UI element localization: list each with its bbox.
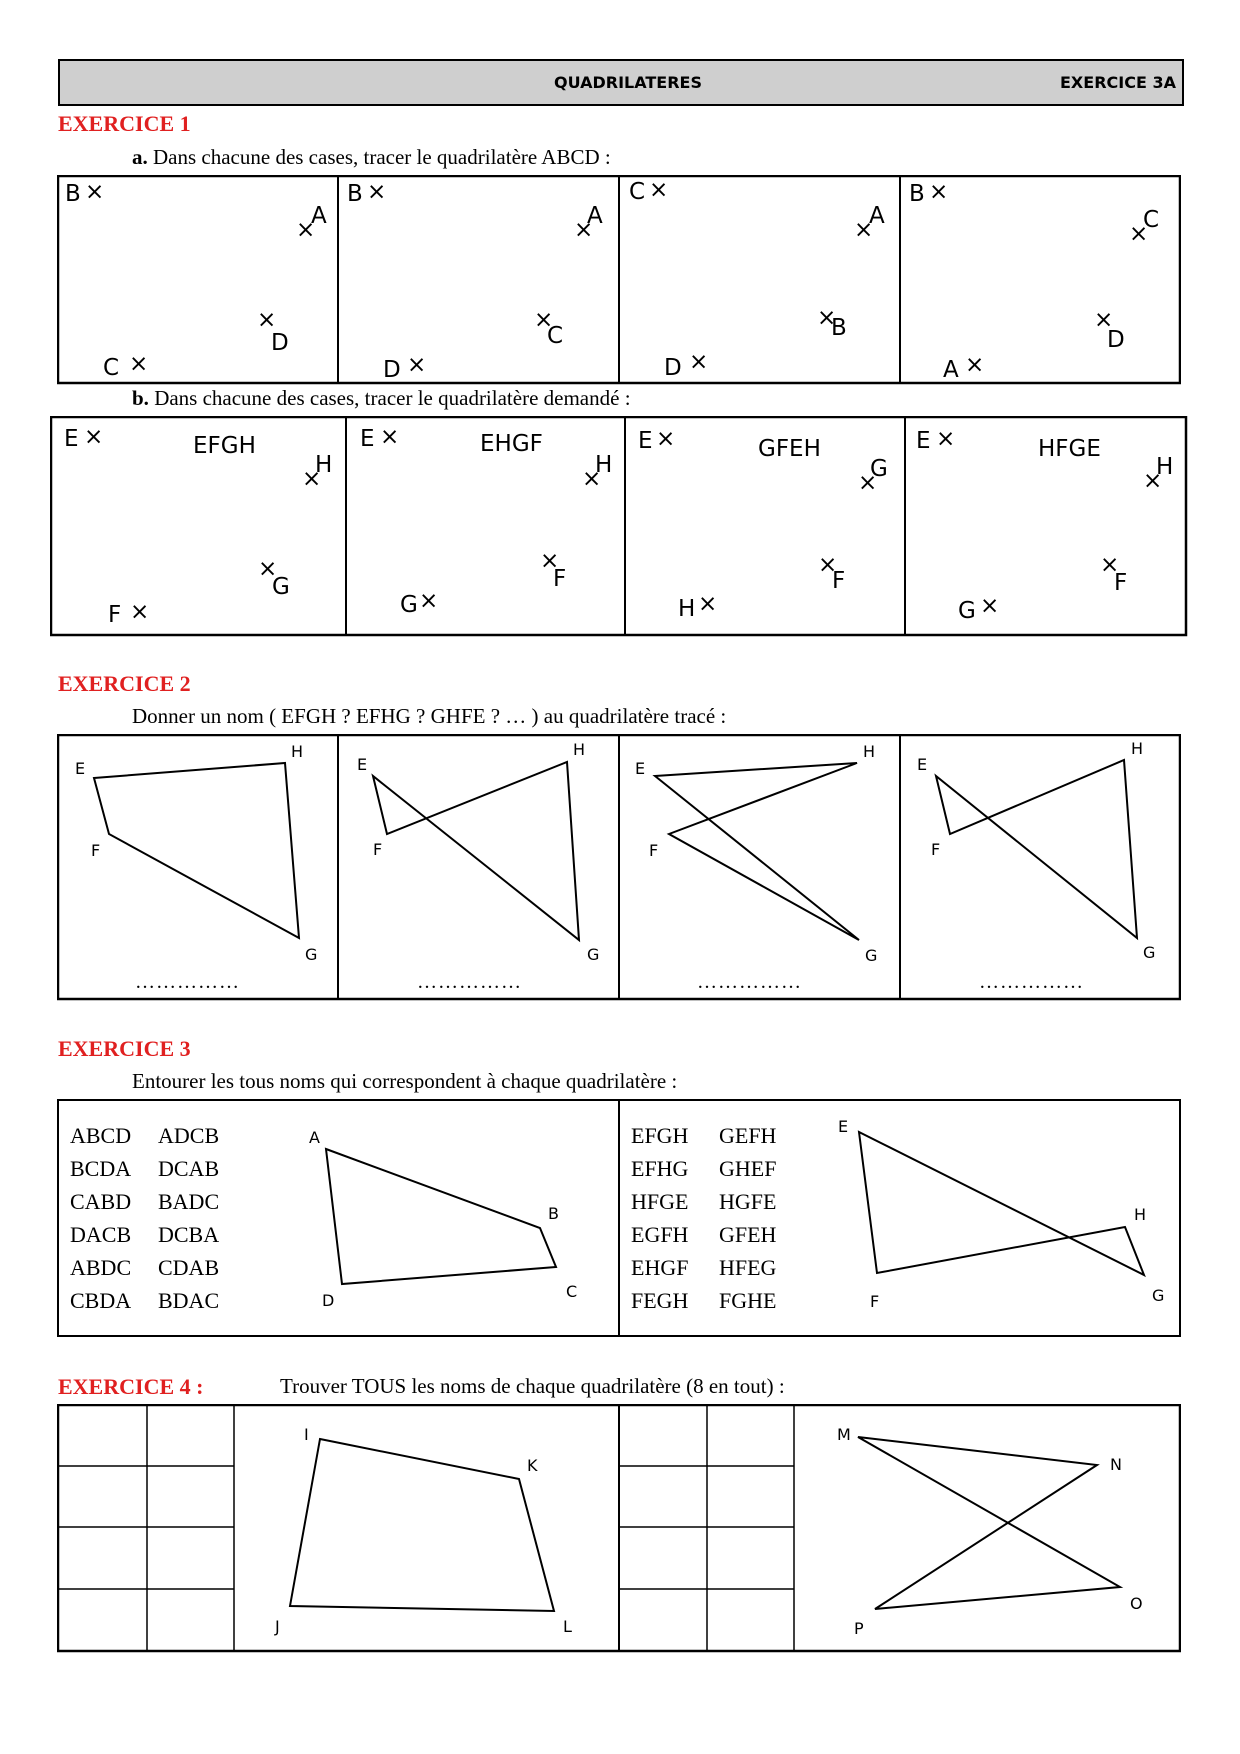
svg-text:×: × <box>854 217 874 243</box>
svg-text:×: × <box>965 352 985 378</box>
svg-text:×: × <box>1094 307 1114 333</box>
svg-text:×: × <box>689 349 709 375</box>
svg-text:G: G <box>305 945 318 964</box>
svg-text:E: E <box>635 759 646 778</box>
ex1-b-box-4[interactable] <box>916 426 1173 624</box>
svg-text:G: G <box>587 945 600 964</box>
ex1-a-text: Dans chacune des cases, tracer le quadrilatère ABCD : <box>153 145 611 169</box>
svg-text:×: × <box>649 177 669 203</box>
ex4-figure-ijkl <box>274 1425 572 1636</box>
svg-text:G: G <box>870 456 888 482</box>
quad-name: EHGF <box>480 431 543 457</box>
svg-text:H: H <box>1131 739 1144 758</box>
name-option[interactable]: CBDA <box>70 1288 132 1313</box>
name-option[interactable]: EFHG <box>631 1156 689 1181</box>
svg-text:F: F <box>870 1292 880 1311</box>
ex3-figure-abcd <box>309 1128 577 1310</box>
name-option[interactable]: GEFH <box>719 1123 777 1148</box>
ex2-boxes <box>57 734 1181 1002</box>
svg-text:×: × <box>380 424 400 450</box>
svg-text:E: E <box>916 428 931 454</box>
svg-text:×: × <box>929 179 949 205</box>
name-option[interactable]: HGFE <box>719 1189 777 1214</box>
page-header <box>58 59 1184 106</box>
svg-text:×: × <box>419 588 439 614</box>
point-label: C <box>103 355 120 381</box>
svg-text:×: × <box>1129 221 1149 247</box>
svg-text:C: C <box>566 1282 578 1301</box>
ex2-figure-1[interactable] <box>75 742 317 993</box>
name-option[interactable]: DCBA <box>158 1222 220 1247</box>
svg-text:E: E <box>917 755 928 774</box>
ex2-figure-4[interactable] <box>917 739 1155 993</box>
ex4-left-answer-grid[interactable] <box>58 1405 234 1651</box>
ex4-box <box>57 1404 1181 1654</box>
svg-text:×: × <box>582 466 602 492</box>
point-label: D <box>271 330 289 356</box>
ex1-b-instruction <box>132 386 631 411</box>
name-option[interactable]: ADCB <box>158 1123 220 1148</box>
svg-text:M: M <box>837 1425 851 1444</box>
svg-text:F: F <box>373 840 383 859</box>
name-option[interactable]: DACB <box>70 1222 132 1247</box>
ex1-a-box-3[interactable] <box>629 177 885 381</box>
name-option[interactable]: CDAB <box>158 1255 220 1280</box>
name-option[interactable]: GFEH <box>719 1222 777 1247</box>
ex1-b-box-1[interactable] <box>64 424 332 628</box>
point-label: A <box>943 357 959 383</box>
svg-text:H: H <box>678 596 696 622</box>
name-option[interactable]: BDAC <box>158 1288 220 1313</box>
ex1-a-prefix: a. <box>132 145 148 169</box>
point-label: B <box>909 181 925 207</box>
svg-text:×: × <box>980 593 1000 619</box>
name-option[interactable]: FGHE <box>719 1288 777 1313</box>
svg-text:×: × <box>540 548 560 574</box>
svg-text:×: × <box>936 426 956 452</box>
svg-text:F: F <box>931 840 941 859</box>
svg-text:×: × <box>407 352 427 378</box>
svg-text:F: F <box>832 568 846 594</box>
svg-text:F: F <box>553 566 567 592</box>
name-option[interactable]: CABD <box>70 1189 132 1214</box>
point-label: A <box>311 203 327 229</box>
svg-text:×: × <box>302 466 322 492</box>
svg-text:……………: …………… <box>697 971 802 993</box>
name-option[interactable]: HFGE <box>631 1189 689 1214</box>
point-label: C <box>629 179 646 205</box>
ex4-right-answer-grid[interactable] <box>619 1405 794 1651</box>
svg-text:……………: …………… <box>979 971 1084 993</box>
point-label: A <box>587 203 603 229</box>
svg-text:G: G <box>1152 1286 1165 1305</box>
name-option[interactable]: FEGH <box>631 1288 689 1313</box>
svg-text:H: H <box>1134 1205 1147 1224</box>
svg-text:G: G <box>272 574 290 600</box>
ex4-title: EXERCICE 4 : <box>58 1374 204 1399</box>
svg-text:×: × <box>1143 468 1163 494</box>
svg-text:H: H <box>595 452 613 478</box>
ex1-a-box-4[interactable] <box>909 179 1159 383</box>
name-option[interactable]: ABDC <box>70 1255 132 1280</box>
svg-text:E: E <box>75 759 86 778</box>
ex3-box <box>57 1099 1181 1337</box>
svg-text:N: N <box>1110 1455 1122 1474</box>
name-option[interactable]: EFGH <box>631 1123 689 1148</box>
point-label: D <box>1107 327 1125 353</box>
svg-text:E: E <box>357 755 368 774</box>
point-label: C <box>547 323 564 349</box>
ex4-instruction: Trouver TOUS les noms de chaque quadrilatère (8 en tout) : <box>280 1374 785 1398</box>
ex1-b-box-3[interactable] <box>638 426 888 622</box>
svg-text:×: × <box>574 217 594 243</box>
svg-text:×: × <box>367 179 387 205</box>
ex1-a-box-2[interactable] <box>347 179 603 383</box>
name-option[interactable]: EGFH <box>631 1222 689 1247</box>
svg-text:×: × <box>296 217 316 243</box>
ex1-a-boxes <box>57 175 1181 385</box>
name-option[interactable]: BADC <box>158 1189 220 1214</box>
ex1-b-boxes <box>50 416 1188 637</box>
point-label: B <box>347 181 363 207</box>
name-option[interactable]: EHGF <box>631 1255 689 1280</box>
svg-text:G: G <box>400 592 418 618</box>
ex2-figure-3[interactable] <box>635 742 877 993</box>
ex3-instruction: Entourer les tous noms qui correspondent à chaque quadrilatère : <box>132 1069 678 1093</box>
header-title: QUADRILATERES <box>554 73 702 92</box>
svg-text:O: O <box>1130 1594 1143 1613</box>
svg-text:B: B <box>548 1204 559 1223</box>
svg-text:×: × <box>85 179 105 205</box>
ex1-a-instruction <box>132 145 611 170</box>
svg-text:×: × <box>84 424 104 450</box>
svg-text:×: × <box>129 351 149 377</box>
svg-text:E: E <box>838 1117 849 1136</box>
svg-text:F: F <box>649 841 659 860</box>
svg-text:×: × <box>534 307 554 333</box>
point-label: D <box>383 357 401 383</box>
ex3-figure-efgh <box>838 1117 1164 1311</box>
ex3-figures <box>59 1101 1179 1335</box>
svg-text:G: G <box>958 598 976 624</box>
svg-text:E: E <box>64 426 79 452</box>
point-label: C <box>1143 207 1160 233</box>
ex2-instruction: Donner un nom ( EFGH ? EFHG ? GHFE ? … ) au quadrilatère tracé : <box>132 704 727 728</box>
ex1-a-box-1[interactable] <box>65 179 327 381</box>
svg-text:……………: …………… <box>135 971 240 993</box>
svg-text:F: F <box>91 841 101 860</box>
svg-text:H: H <box>291 742 304 761</box>
svg-text:H: H <box>1156 454 1174 480</box>
quad-name: HFGE <box>1038 436 1101 462</box>
svg-text:×: × <box>258 556 278 582</box>
ex1-b-text: Dans chacune des cases, tracer le quadrilatère demandé : <box>154 386 631 410</box>
point-label: A <box>869 203 885 229</box>
name-option[interactable]: ABCD <box>70 1123 132 1148</box>
svg-text:G: G <box>865 946 878 965</box>
svg-text:×: × <box>698 591 718 617</box>
quad-name: GFEH <box>758 436 821 462</box>
header-reference: EXERCICE 3A <box>1060 73 1176 92</box>
svg-text:L: L <box>563 1617 572 1636</box>
svg-text:F: F <box>1114 570 1128 596</box>
svg-text:H: H <box>573 740 586 759</box>
svg-text:D: D <box>322 1291 335 1310</box>
svg-text:×: × <box>257 307 277 333</box>
name-option[interactable]: DCAB <box>158 1156 220 1181</box>
svg-text:×: × <box>1100 552 1120 578</box>
svg-text:×: × <box>817 305 837 331</box>
ex2-figure-2[interactable] <box>357 740 599 993</box>
svg-text:×: × <box>130 599 150 625</box>
svg-text:……………: …………… <box>417 971 522 993</box>
svg-text:J: J <box>275 1617 280 1636</box>
name-option[interactable]: BCDA <box>70 1156 132 1181</box>
ex1-b-prefix: b. <box>132 386 149 410</box>
svg-text:A: A <box>309 1128 320 1147</box>
ex4-figure-mnop <box>837 1425 1143 1638</box>
point-label: B <box>831 315 847 341</box>
name-option[interactable]: HFEG <box>719 1255 777 1280</box>
ex1-title: EXERCICE 1 <box>58 111 191 136</box>
ex2-title: EXERCICE 2 <box>58 671 191 696</box>
point-label: D <box>664 355 682 381</box>
svg-text:×: × <box>656 426 676 452</box>
svg-text:×: × <box>818 552 838 578</box>
svg-text:I: I <box>304 1425 309 1444</box>
point-label: B <box>65 181 81 207</box>
ex3-title: EXERCICE 3 <box>58 1036 191 1061</box>
svg-text:P: P <box>854 1619 864 1638</box>
svg-text:H: H <box>315 452 333 478</box>
svg-text:E: E <box>638 428 653 454</box>
svg-text:G: G <box>1143 943 1156 962</box>
name-option[interactable]: GHEF <box>719 1156 777 1181</box>
svg-text:E: E <box>360 426 375 452</box>
svg-text:F: F <box>108 602 122 628</box>
ex1-b-box-2[interactable] <box>360 424 612 618</box>
svg-text:H: H <box>863 742 876 761</box>
svg-text:×: × <box>858 470 878 496</box>
svg-text:K: K <box>527 1456 538 1475</box>
quad-name: EFGH <box>193 433 256 459</box>
